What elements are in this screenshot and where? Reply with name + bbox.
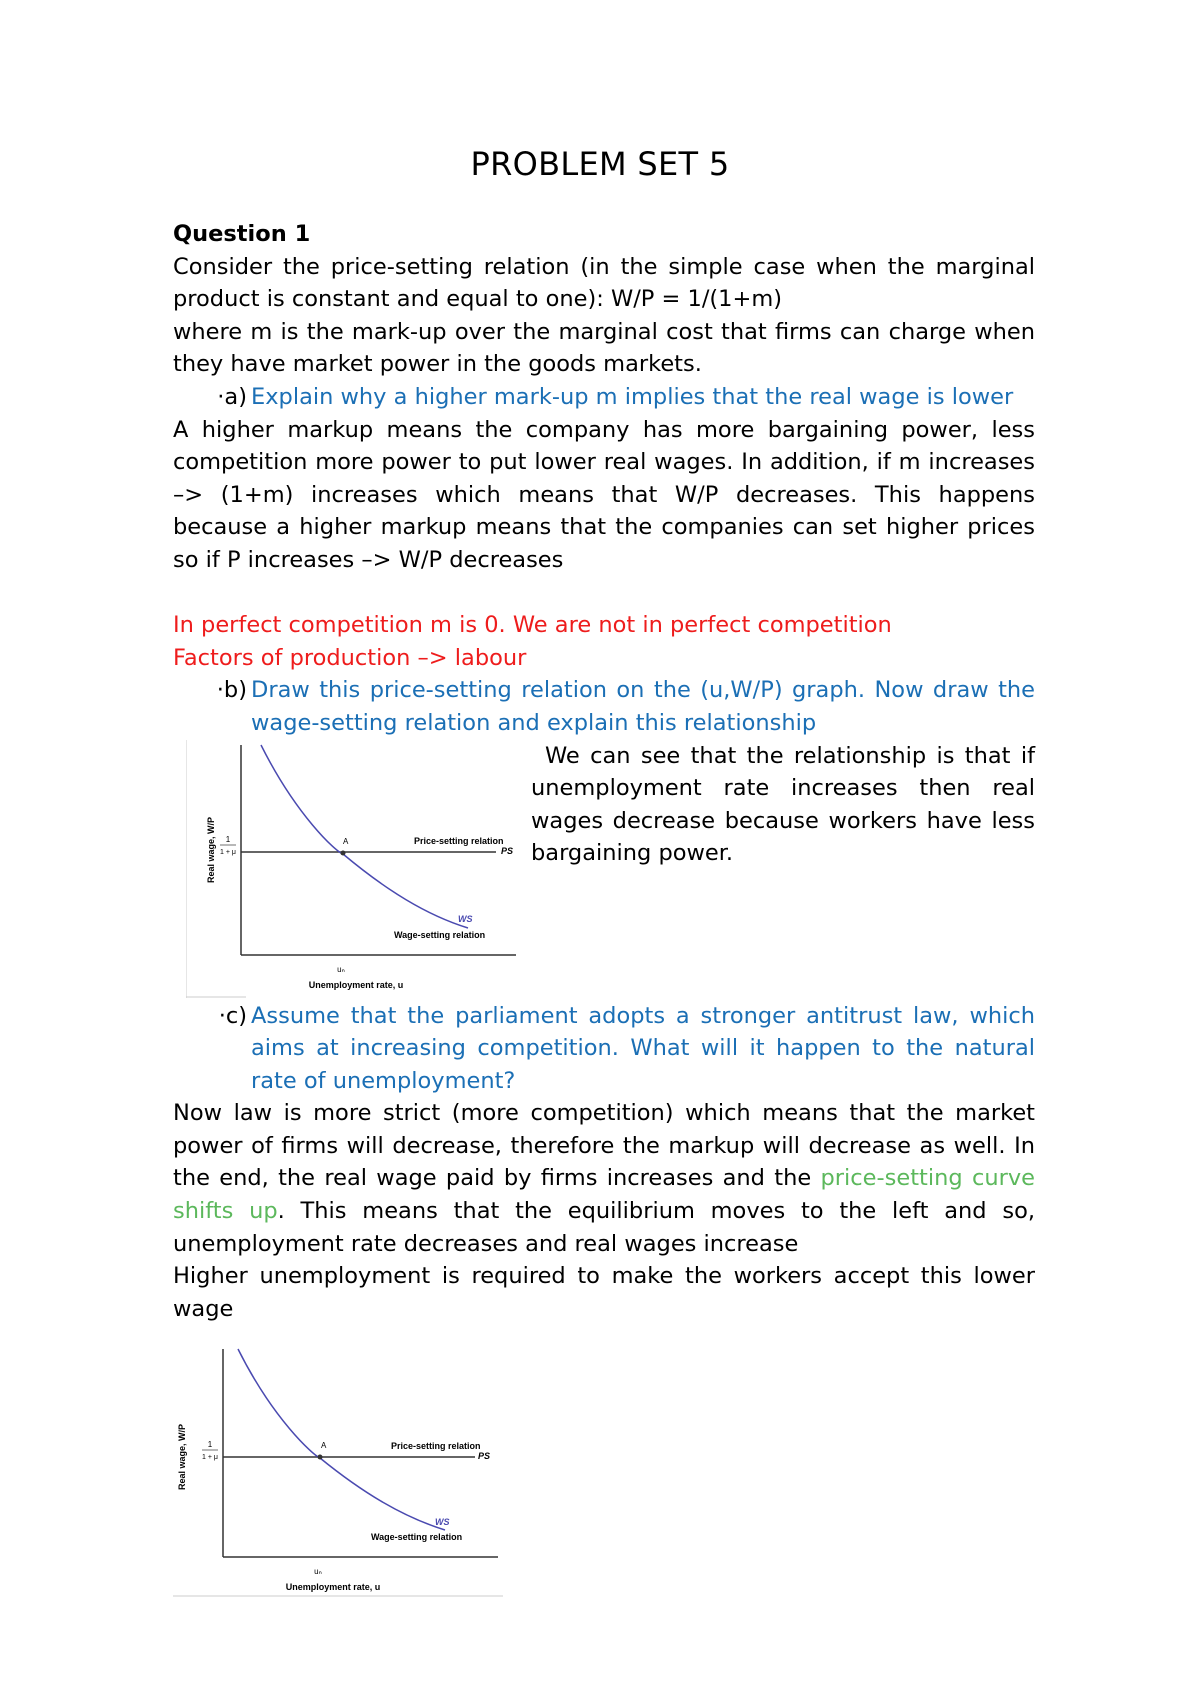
figure-row-1 — [173, 740, 1035, 1000]
spacer — [173, 1325, 1035, 1347]
document-body — [173, 218, 1035, 1597]
part-a-marker: ·a) — [217, 383, 247, 410]
question-intro-2: where m is the mark-up over the marginal cost that firms can charge when they have market power in the goods markets. — [173, 318, 1035, 378]
ws-tag: WS — [435, 1517, 450, 1528]
part-b-answer-text: We can see that the relationship is that if unemployment rate increases then real wages decrease because workers have less bargaining power. — [531, 742, 1035, 867]
x-axis-label: Unemployment rate, u — [285, 1582, 381, 1593]
note-perfect-competition: In perfect competition m is 0. We are not in perfect competition — [173, 612, 892, 639]
frac-den: 1 + μ — [220, 848, 236, 856]
ps-ws-figure-1 — [186, 740, 516, 998]
y-axis-label: Real wage, W/P — [206, 816, 216, 883]
part-c-highlight: price-setting curve shifts up — [173, 1165, 1035, 1225]
ws-curve — [238, 1349, 445, 1530]
ws-label: Wage-setting relation — [394, 929, 486, 940]
question-heading: Question 1 — [173, 221, 311, 247]
frac-den: 1 + μ — [202, 1454, 218, 1462]
intro-text: Consider the price-setting relation (in the simple case when the marginal product is constant and equal to one): W/P = 1/(1+m) — [173, 253, 1035, 313]
note-factors: Factors of production –> labour — [173, 644, 527, 671]
equilibrium-point — [318, 1455, 323, 1460]
part-a-question — [173, 381, 1035, 414]
un-label: uₙ — [337, 964, 345, 974]
point-label: A — [321, 1441, 327, 1451]
ps-ws-figure-2 — [173, 1347, 503, 1597]
spacer — [173, 577, 1035, 610]
un-label: uₙ — [314, 1567, 322, 1577]
part-c-question-text: Assume that the parliament adopts a stronger antitrust law, which aims at increasing competition. What will it happen to the natural rate of unemployment? — [251, 1002, 1035, 1094]
part-a-answer: A higher markup means the company has more bargaining power, less competition more power to put lower real wages. In addition, if m increases –> (1+m) increases which means that W/P decreases. This happens because a higher markup means that the companies can set higher prices so if P increases –> W/P decreases — [173, 416, 1035, 573]
equilibrium-point — [341, 850, 346, 855]
frac-num: 1 — [207, 1440, 213, 1450]
part-c-marker: ·c) — [218, 1002, 247, 1029]
part-c-answer-text-2: . This means that the equilibrium moves to the left and so, unemployment rate decreases and real wages increase — [173, 1198, 1035, 1257]
point-label: A — [343, 836, 349, 846]
part-b-question-text: Draw this price-setting relation on the (u,W/P) graph. Now draw the wage-setting relation and explain this relationship — [251, 677, 1035, 736]
question-intro — [173, 251, 1035, 316]
part-c-answer-text-1: Now law is more strict (more competition) which means that the market power of firms will decrease, therefore the markup will decrease as well. In the end, the real wage paid by firms increases and the — [173, 1100, 1035, 1192]
ws-tag: WS — [458, 913, 473, 924]
part-c-answer — [173, 1097, 1035, 1260]
part-c-answer-extra: Higher unemployment is required to make the workers accept this lower wage — [173, 1263, 1035, 1322]
figure-row-2 — [173, 1347, 1035, 1597]
y-axis-label: Real wage, W/P — [177, 1424, 187, 1491]
ps-tag: PS — [501, 845, 514, 856]
part-b-marker: ·b) — [216, 677, 247, 704]
page-title: PROBLEM SET 5 — [470, 145, 730, 183]
part-a-question-text: Explain why a higher mark-up m implies that the real wage is lower — [251, 383, 1014, 410]
part-c-question — [173, 1000, 1035, 1098]
part-b-question — [173, 674, 1035, 739]
x-axis-label: Unemployment rate, u — [308, 979, 404, 990]
frac-num: 1 — [225, 834, 231, 844]
ps-label: Price-setting relation — [391, 1441, 481, 1452]
ps-tag: PS — [478, 1451, 491, 1462]
ws-label: Wage-setting relation — [371, 1532, 463, 1543]
ps-label: Price-setting relation — [414, 835, 504, 846]
part-b-answer — [531, 740, 1035, 870]
